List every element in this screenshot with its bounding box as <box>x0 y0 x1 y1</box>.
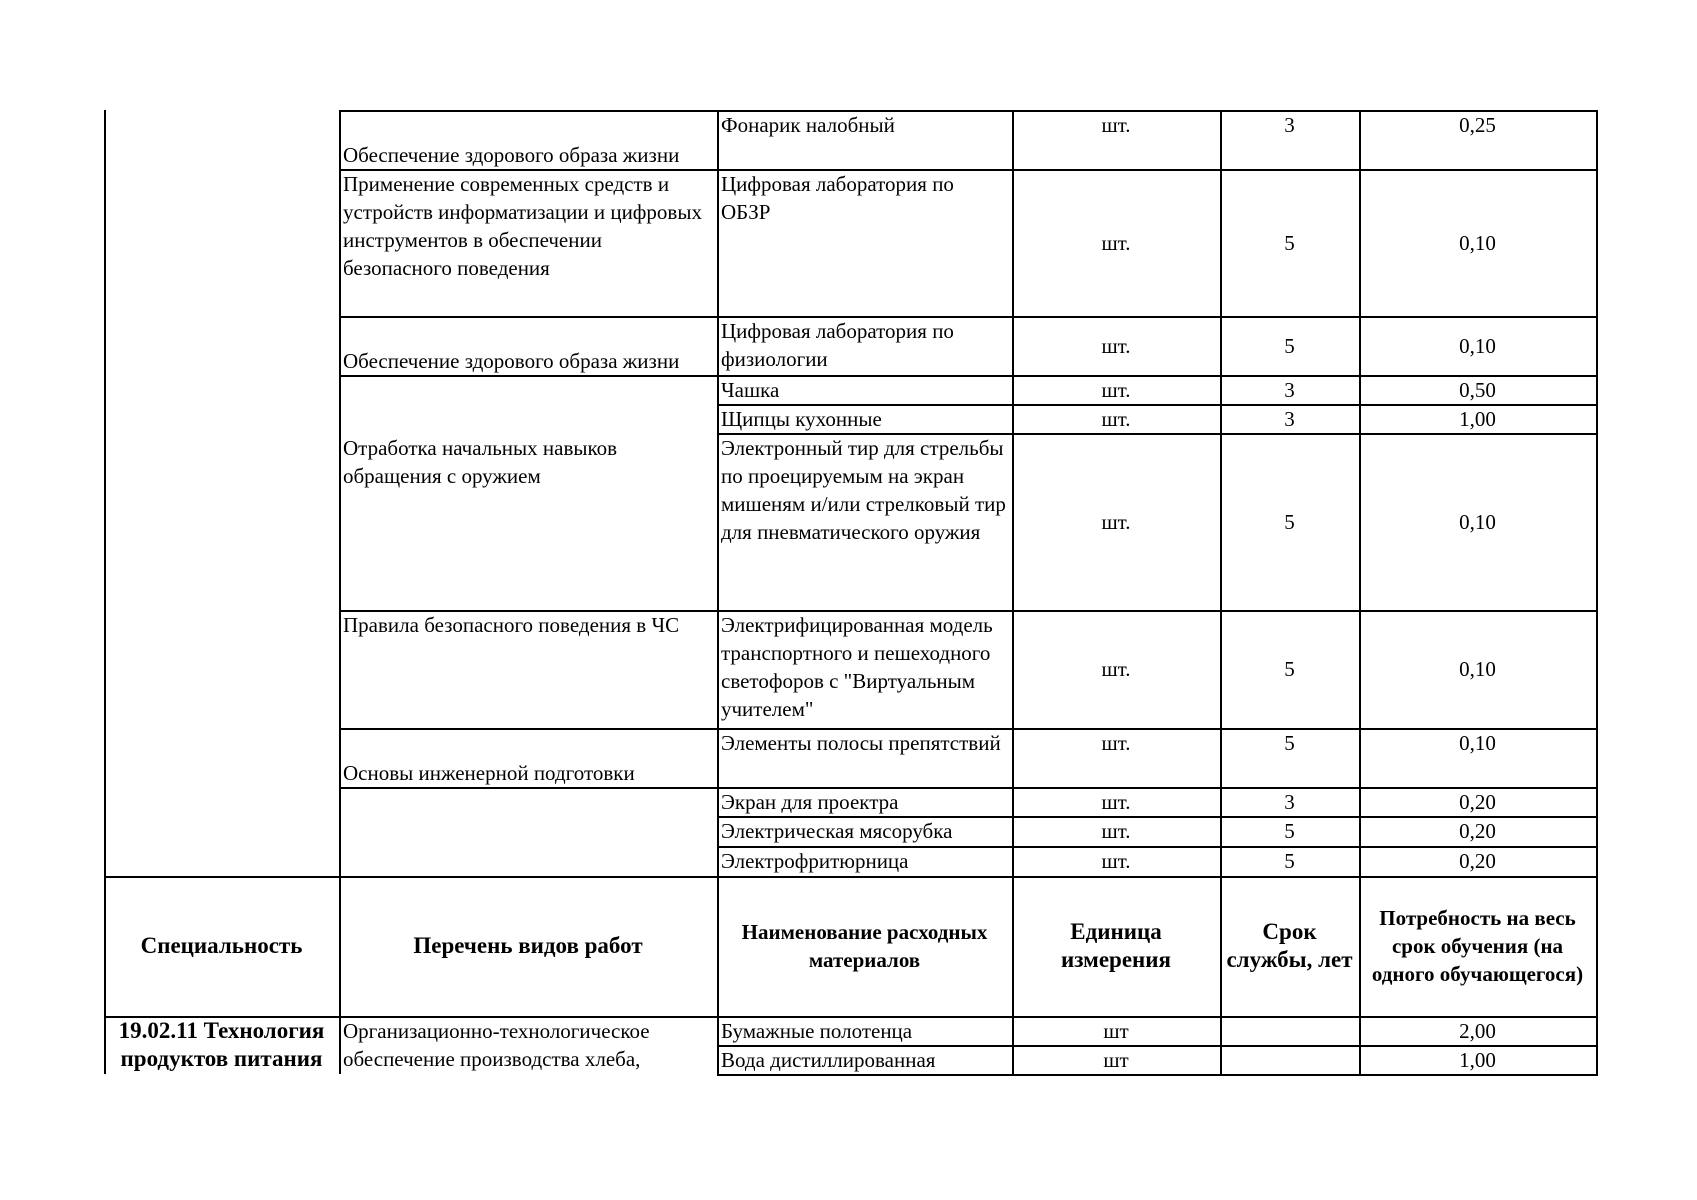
table-cell-need <box>1359 728 1596 787</box>
table-cell-unit <box>1012 316 1220 375</box>
table-cell-life <box>1220 787 1359 816</box>
table-cell-item <box>717 433 1012 610</box>
header-life <box>1220 876 1359 1016</box>
table-cell-item <box>717 728 1012 787</box>
table-cell-life <box>1220 169 1359 316</box>
lower-work <box>339 1016 717 1074</box>
table-cell-work <box>339 787 717 816</box>
table-cell-life-text: 3 <box>1284 790 1295 814</box>
table-cell-unit-text: шт. <box>1101 378 1131 402</box>
table-cell-item-text: Бумажные полотенца <box>721 1019 913 1043</box>
table-cell-item-text: Электронный тир для стрельбы по проецируемым на экран мишеням и/или стрелковый тир для пневматического оружия <box>721 436 1006 544</box>
header-work <box>339 876 717 1016</box>
table-cell-need-text: 0,20 <box>1459 819 1496 843</box>
table-cell-life-text: 5 <box>1284 230 1295 255</box>
table-cell-need <box>1359 816 1596 846</box>
table-cell-item-text: Чашка <box>721 378 780 402</box>
table-cell-unit-text: шт. <box>1101 230 1131 255</box>
table-cell-item-text: Цифровая лаборатория по ОБЗР <box>721 172 954 224</box>
table-cell-life-text: 5 <box>1284 849 1295 873</box>
table-cell-item-text: Цифровая лаборатория по физиологии <box>721 319 954 371</box>
table-cell-work-text: Обеспечение здорового образа жизни <box>343 349 680 373</box>
table-cell-need <box>1359 1045 1596 1074</box>
table-cell-unit <box>1012 110 1220 169</box>
table-cell-unit-text: шт <box>1103 1048 1129 1072</box>
table-cell-need <box>1359 169 1596 316</box>
table-cell-need-text: 0,20 <box>1459 849 1496 873</box>
table-cell-need-text: 0,20 <box>1459 790 1496 814</box>
table-cell-need <box>1359 787 1596 816</box>
table-cell-unit <box>1012 169 1220 316</box>
table-cell-item <box>717 169 1012 316</box>
table-cell-life <box>1220 728 1359 787</box>
table-cell-life <box>1220 610 1359 728</box>
table-cell-need-text: 0,10 <box>1459 230 1496 255</box>
table-cell-need-text: 2,00 <box>1459 1019 1496 1043</box>
table-cell-need-text: 0,10 <box>1459 657 1496 681</box>
table-cell-need <box>1359 404 1596 433</box>
table-cell-item <box>717 316 1012 375</box>
header-life-text: Срок службы, лет <box>1226 919 1353 972</box>
header-specialty-text: Специальность <box>140 933 303 958</box>
table-cell-item-text: Вода дистиллированная <box>721 1048 936 1072</box>
table-cell-need-text: 1,00 <box>1459 1048 1496 1072</box>
table-cell-need-text: 0,10 <box>1459 509 1496 534</box>
table-cell-work <box>339 846 717 876</box>
table-cell-work-text: Правила безопасного поведения в ЧС <box>343 613 680 637</box>
table-cell-life-text: 3 <box>1284 113 1295 137</box>
table-cell-unit <box>1012 846 1220 876</box>
table-cell-unit-text: шт. <box>1101 509 1131 534</box>
table-cell-unit <box>1012 375 1220 404</box>
table-cell-life <box>1220 375 1359 404</box>
header-item <box>717 876 1012 1016</box>
lower-specialty-text: 19.02.11 Технология продуктов питания <box>118 1018 325 1071</box>
table-cell-need-text: 0,10 <box>1459 333 1496 358</box>
table-cell-work <box>339 316 717 375</box>
table-cell-unit-text: шт. <box>1101 407 1131 431</box>
table-cell-work <box>339 816 717 846</box>
table-cell-unit-text: шт. <box>1101 790 1131 814</box>
table-cell-life <box>1220 1016 1359 1045</box>
table-cell-work-text: Основы инженерной подготовки <box>343 761 635 785</box>
table-cell-unit-text: шт. <box>1101 731 1131 755</box>
table-cell-life-text: 5 <box>1284 819 1295 843</box>
table-cell-unit <box>1012 433 1220 610</box>
table-cell-item <box>717 816 1012 846</box>
table-cell-life <box>1220 846 1359 876</box>
table-cell-item-text: Электрическая мясорубка <box>721 819 953 843</box>
table-cell-unit <box>1012 728 1220 787</box>
table-cell-work <box>339 728 717 787</box>
header-unit-text: Единица измерения <box>1061 919 1171 972</box>
table-cell-need-text: 0,25 <box>1459 113 1496 137</box>
table-cell-life-text: 5 <box>1284 333 1295 358</box>
table-cell-unit-text: шт. <box>1101 113 1131 137</box>
table-cell-life-text: 5 <box>1284 509 1295 534</box>
table-cell-item-text: Экран для проектра <box>721 790 899 814</box>
table-cell-life <box>1220 433 1359 610</box>
table-cell-work <box>339 169 717 316</box>
lower-work-text: Организационно-технологическое обеспечение производства хлеба, <box>343 1019 650 1071</box>
table-cell-item-text: Электрифицированная модель транспортного и пешеходного светофоров с "Виртуальным учителем" <box>721 613 993 721</box>
table-cell-need-text: 0,10 <box>1459 731 1496 755</box>
header-need-text: Потребность на весь срок обучения (на одного обучающегося) <box>1371 906 1584 986</box>
table-cell-item <box>717 110 1012 169</box>
table-cell-item <box>717 1045 1012 1074</box>
table-cell-life <box>1220 816 1359 846</box>
table-cell-unit <box>1012 1016 1220 1045</box>
table-cell-item <box>717 1016 1012 1045</box>
table-cell-unit-text: шт. <box>1101 333 1131 358</box>
table-cell-need <box>1359 846 1596 876</box>
table-cell-item <box>717 787 1012 816</box>
table-cell-work <box>339 610 717 728</box>
table-cell-work <box>339 110 717 169</box>
table-cell-life-text: 3 <box>1284 378 1295 402</box>
table-cell-life-text: 3 <box>1284 407 1295 431</box>
table-cell-item <box>717 404 1012 433</box>
lower-specialty <box>104 1016 339 1074</box>
table-cell-unit <box>1012 1045 1220 1074</box>
table-cell-item-text: Элементы полосы препятствий <box>721 731 1001 755</box>
table-cell-life-text: 5 <box>1284 657 1295 681</box>
grid-hline <box>717 1074 1598 1076</box>
table-cell-unit-text: шт. <box>1101 819 1131 843</box>
header-need <box>1359 876 1596 1016</box>
table-cell-work <box>339 433 717 610</box>
table-cell-unit <box>1012 787 1220 816</box>
table-cell-need-text: 0,50 <box>1459 378 1496 402</box>
table-cell-item <box>717 846 1012 876</box>
table-cell-life <box>1220 110 1359 169</box>
table-cell-unit-text: шт. <box>1101 657 1131 681</box>
table-cell-need <box>1359 110 1596 169</box>
grid-vline <box>1596 110 1598 1075</box>
table-cell-life <box>1220 1045 1359 1074</box>
header-unit <box>1012 876 1220 1016</box>
table-cell-unit <box>1012 816 1220 846</box>
table-cell-need <box>1359 375 1596 404</box>
header-specialty <box>104 876 339 1016</box>
table-cell-need <box>1359 610 1596 728</box>
table-cell-work-text: Отработка начальных навыков обращения с оружием <box>343 436 618 488</box>
table-cell-item <box>717 375 1012 404</box>
table-cell-work <box>339 404 717 433</box>
table-cell-item-text: Щипцы кухонные <box>721 407 882 431</box>
table-cell-unit <box>1012 404 1220 433</box>
table-cell-item-text: Фонарик налобный <box>721 113 895 137</box>
table-cell-item-text: Электрофритюрница <box>721 849 909 873</box>
table-cell-unit-text: шт. <box>1101 849 1131 873</box>
table-cell-life <box>1220 404 1359 433</box>
table-cell-work-text: Обеспечение здорового образа жизни <box>343 143 680 167</box>
table-cell-unit-text: шт <box>1103 1019 1129 1043</box>
table-cell-need <box>1359 1016 1596 1045</box>
table-cell-need-text: 1,00 <box>1459 407 1496 431</box>
table-cell-need <box>1359 316 1596 375</box>
header-item-text: Наименование расходных материалов <box>741 920 988 972</box>
header-work-text: Перечень видов работ <box>413 933 643 958</box>
table-cell-work-text: Применение современных средств и устройств информатизации и цифровых инструментов в обеспечении безопасного поведения <box>343 172 702 280</box>
table-cell-item <box>717 610 1012 728</box>
table-cell-life-text: 5 <box>1284 731 1295 755</box>
table-cell-need <box>1359 433 1596 610</box>
table-cell-life <box>1220 316 1359 375</box>
table-cell-work <box>339 375 717 404</box>
table-cell-unit <box>1012 610 1220 728</box>
